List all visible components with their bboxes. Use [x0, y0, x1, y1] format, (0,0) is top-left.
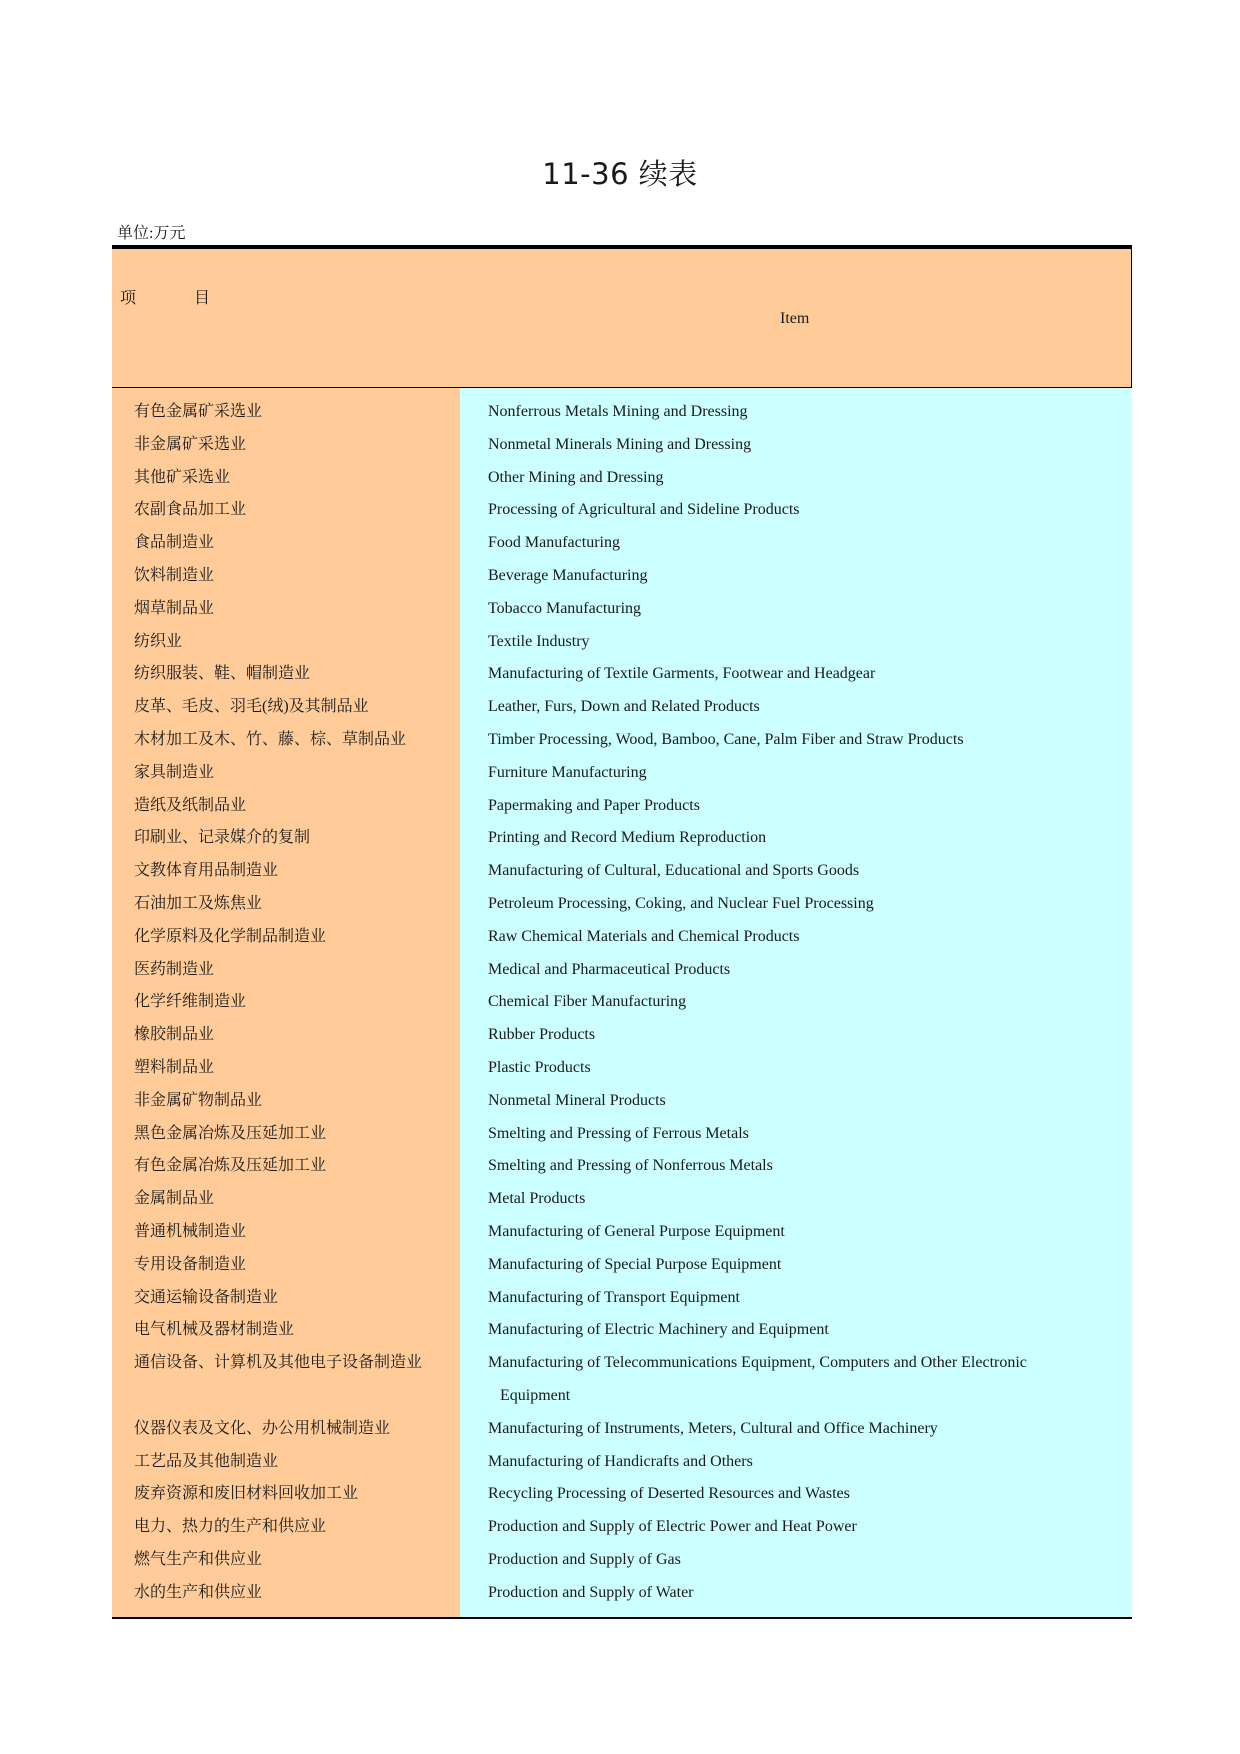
column-chinese [112, 388, 460, 1617]
row-en: Production and Supply of Water [488, 1583, 694, 1601]
row-cn: 电力、热力的生产和供应业 [134, 1518, 327, 1536]
row-cn: 印刷业、记录媒介的复制 [134, 829, 311, 847]
row-en: Manufacturing of Instruments, Meters, Cultural and Office Machinery [488, 1419, 938, 1437]
row-cn: 废弃资源和废旧材料回收加工业 [134, 1485, 359, 1503]
row-en: Raw Chemical Materials and Chemical Products [488, 927, 800, 945]
row-en: Metal Products [488, 1190, 586, 1208]
header-cn-a: 项 [120, 290, 137, 307]
row-cn: 燃气生产和供应业 [134, 1550, 263, 1568]
row-cn: 化学原料及化学制品制造业 [134, 927, 327, 945]
row-cn: 农副食品加工业 [134, 501, 247, 519]
row-en: Rubber Products [488, 1026, 596, 1044]
row-en: Manufacturing of Cultural, Educational and Sports Goods [488, 862, 860, 880]
row-cn: 纺织业 [134, 632, 183, 650]
table-body [112, 388, 1132, 1617]
row-cn: 皮革、毛皮、羽毛(绒)及其制品业 [134, 698, 369, 716]
row-en: Tobacco Manufacturing [488, 599, 642, 617]
row-en: Nonmetal Mineral Products [488, 1091, 666, 1109]
row-cn: 金属制品业 [134, 1190, 215, 1208]
row-en: Manufacturing of Transport Equipment [488, 1288, 740, 1306]
row-cn: 普通机械制造业 [134, 1222, 247, 1240]
row-en: Production and Supply of Gas [488, 1550, 681, 1568]
row-en: Smelting and Pressing of Nonferrous Metals [488, 1157, 773, 1175]
row-en: Smelting and Pressing of Ferrous Metals [488, 1124, 749, 1142]
row-cn: 水的生产和供应业 [134, 1583, 263, 1601]
row-en: Processing of Agricultural and Sideline Products [488, 501, 800, 519]
row-en: Printing and Record Medium Reproduction [488, 829, 767, 847]
industry-table [112, 245, 1132, 1619]
row-cn: 工艺品及其他制造业 [134, 1452, 279, 1470]
row-en: Furniture Manufacturing [488, 763, 647, 781]
row-cn: 烟草制品业 [134, 599, 215, 617]
row-cn: 医药制造业 [134, 960, 215, 978]
row-cn: 专用设备制造业 [134, 1255, 247, 1273]
row-cn: 石油加工及炼焦业 [134, 894, 263, 912]
row-en [460, 1347, 1132, 1413]
table-header [112, 249, 1132, 388]
row-en: Manufacturing of General Purpose Equipment [488, 1222, 785, 1240]
row-cn: 塑料制品业 [134, 1058, 215, 1076]
row-cn: 造纸及纸制品业 [134, 796, 247, 814]
row-en-line1: Manufacturing of Telecommunications Equipment, Computers and Other Electronic [488, 1354, 1027, 1372]
row-en: Plastic Products [488, 1058, 591, 1076]
row-cn: 有色金属矿采选业 [134, 403, 263, 420]
unit-label: 单位:万元 [117, 225, 186, 242]
bottom-rule [112, 1617, 1132, 1619]
row-cn: 电气机械及器材制造业 [134, 1321, 295, 1339]
row-cn: 交通运输设备制造业 [134, 1288, 279, 1306]
row-cn: 文教体育用品制造业 [134, 862, 279, 880]
row-en: Papermaking and Paper Products [488, 796, 700, 814]
row-cn: 仪器仪表及文化、办公用机械制造业 [134, 1419, 391, 1437]
row-en: Manufacturing of Special Purpose Equipment [488, 1255, 782, 1273]
column-english [460, 388, 1132, 1617]
row-cn: 家具制造业 [134, 763, 215, 781]
row-en: Recycling Processing of Deserted Resources and Wastes [488, 1485, 850, 1503]
row-en-line2: Equipment [500, 1386, 571, 1404]
header-cn-b: 目 [194, 290, 211, 307]
row-cn: 橡胶制品业 [134, 1026, 215, 1044]
row-en: Other Mining and Dressing [488, 468, 664, 486]
row-en: Textile Industry [488, 632, 590, 650]
row-cn: 非金属矿采选业 [134, 435, 247, 453]
row-cn: 其他矿采选业 [134, 468, 231, 486]
header-en: Item [780, 310, 810, 327]
row-cn: 黑色金属冶炼及压延加工业 [134, 1124, 327, 1142]
row-en: Nonmetal Minerals Mining and Dressing [488, 435, 752, 453]
row-cn: 纺织服装、鞋、帽制造业 [134, 665, 311, 683]
row-en: Beverage Manufacturing [488, 566, 648, 584]
row-en: Manufacturing of Textile Garments, Footwear and Headgear [488, 665, 876, 683]
row-en: Manufacturing of Handicrafts and Others [488, 1452, 753, 1470]
row-cn: 饮料制造业 [134, 566, 215, 584]
row-en: Leather, Furs, Down and Related Products [488, 698, 760, 716]
page-title: 11-36 续表 [542, 157, 698, 191]
row-cn: 化学纤维制造业 [134, 993, 247, 1011]
row-cn: 非金属矿物制品业 [134, 1091, 263, 1109]
row-cn: 食品制造业 [134, 534, 215, 552]
row-en: Timber Processing, Wood, Bamboo, Cane, Palm Fiber and Straw Products [488, 730, 964, 748]
row-en: Nonferrous Metals Mining and Dressing [488, 403, 748, 420]
row-en: Medical and Pharmaceutical Products [488, 960, 731, 978]
row-en: Production and Supply of Electric Power and Heat Power [488, 1518, 857, 1536]
row-cn: 通信设备、计算机及其他电子设备制造业 [134, 1354, 423, 1372]
row-en: Petroleum Processing, Coking, and Nuclear Fuel Processing [488, 894, 874, 912]
row-en: Chemical Fiber Manufacturing [488, 993, 687, 1011]
row-en: Manufacturing of Electric Machinery and Equipment [488, 1321, 829, 1339]
row-en: Food Manufacturing [488, 534, 620, 552]
row-cn: 木材加工及木、竹、藤、棕、草制品业 [134, 730, 407, 748]
row-cn: 有色金属冶炼及压延加工业 [134, 1157, 327, 1175]
header-cn [120, 285, 210, 308]
